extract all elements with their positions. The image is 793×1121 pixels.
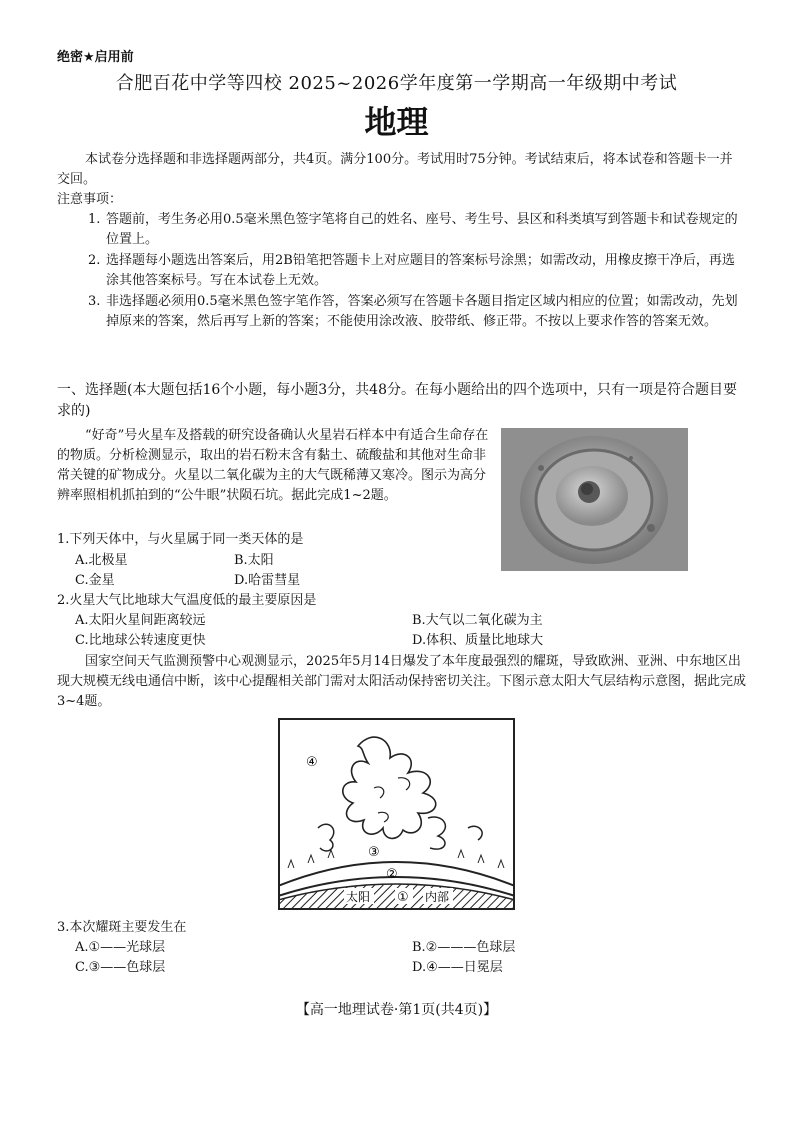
notice-num: 1.: [88, 212, 101, 227]
label-sun: 太阳: [346, 890, 371, 904]
notice-num: 3.: [88, 294, 101, 309]
passage-2: 国家空间天气监测预警中心观测显示，2025年5月14日爆发了本年度最强烈的耀斑，导致欧洲、亚洲、中东地区出现大规模无线电通信中断，该中心提醒相关部门需对太阳活动保持密切关注。下图示意太阳大气层结构示意图，据此完成3~4题。: [57, 654, 747, 709]
notice-num: 2.: [88, 253, 101, 268]
label-inner: 内部: [425, 890, 450, 904]
option-d: D.④——日冕层: [412, 960, 503, 975]
option-c: C.比地球公转速度更快: [75, 633, 206, 648]
option-a: A.太阳火星间距离较远: [75, 613, 206, 628]
question-stem: 1.下列天体中，与火星属于同一类天体的是: [57, 532, 304, 547]
option-b: B.太阳: [234, 553, 274, 568]
option-a: A.①——光球层: [75, 940, 166, 955]
notice-text: 非选择题必须用0.5毫米黑色签字笔作答，答案必须写在答题卡各题目指定区域内相应的位置；如需改动，先划掉原来的答案，然后再写上新的答案；不能使用涂改液、胶带纸、修正带。不按以上要求作答的答案无效。: [106, 294, 738, 329]
label-2: ②: [386, 867, 398, 882]
option-a: A.北极星: [75, 553, 128, 568]
question-2: [57, 591, 747, 611]
exam-intro: 本试卷分选择题和非选择题两部分，共4页。满分100分。考试用时75分钟。考试结束后，将本试卷和答题卡一并交回。: [57, 152, 733, 187]
sun-atmosphere-diagram: [278, 718, 515, 910]
option-b: B.大气以二氧化碳为主: [412, 613, 543, 628]
label-3: ③: [368, 845, 380, 860]
notice-list: [88, 210, 740, 333]
option-d: D.哈雷彗星: [234, 573, 301, 588]
option-d: D.体积、质量比地球大: [412, 633, 544, 648]
subject-title: 地理: [364, 103, 429, 141]
section-heading: 一、选择题(本大题包括16个小题，每小题3分，共48分。在每小题给出的四个选项中，只有一项是符合题目要求的): [57, 382, 737, 419]
notice-item: [88, 251, 740, 291]
question-stem: 3.本次耀斑主要发生在: [57, 920, 187, 935]
passage-1: “好奇”号火星车及搭载的研究设备确认火星岩石样本中有适合生命存在的物质。分析检测显示，取出的岩石粉末含有黏土、硫酸盐和其他对生命非常关键的矿物成分。火星以二氧化碳为主的大气既稀薄又寒冷。图示为高分辨率照相机抓拍到的“公牛眼”状陨石坑。据此完成1~2题。: [57, 428, 489, 503]
exam-title: 合肥百花中学等四校 2025~2026学年度第一学期高一年级期中考试: [115, 73, 678, 94]
notice-text: 选择题每小题选出答案后，用2B铅笔把答题卡上对应题目的答案标号涂黑；如需改动，用橡皮擦干净后，再选涂其他答案标号。写在本试卷上无效。: [106, 253, 735, 288]
page-footer: 【高一地理试卷·第1页(共4页)】: [295, 1002, 498, 1018]
option-c: C.③——色球层: [75, 960, 166, 975]
question-stem: 2.火星大气比地球大气温度低的最主要原因是: [57, 593, 317, 608]
label-4: ④: [306, 755, 318, 770]
notice-heading: 注意事项：: [57, 192, 123, 207]
notice-item: [88, 292, 740, 332]
notice-text: 答题前，考生务必用0.5毫米黑色签字笔将自己的姓名、座号、考生号、县区和科类填写到答题卡和试卷规定的位置上。: [106, 212, 738, 247]
question-3: [57, 918, 747, 938]
option-b: B.②———色球层: [412, 940, 516, 955]
confidential-mark: 绝密★启用前: [57, 50, 134, 65]
label-1: ①: [397, 890, 409, 905]
notice-item: [88, 210, 740, 250]
question-1: [57, 530, 747, 550]
option-c: C.金星: [75, 573, 115, 588]
